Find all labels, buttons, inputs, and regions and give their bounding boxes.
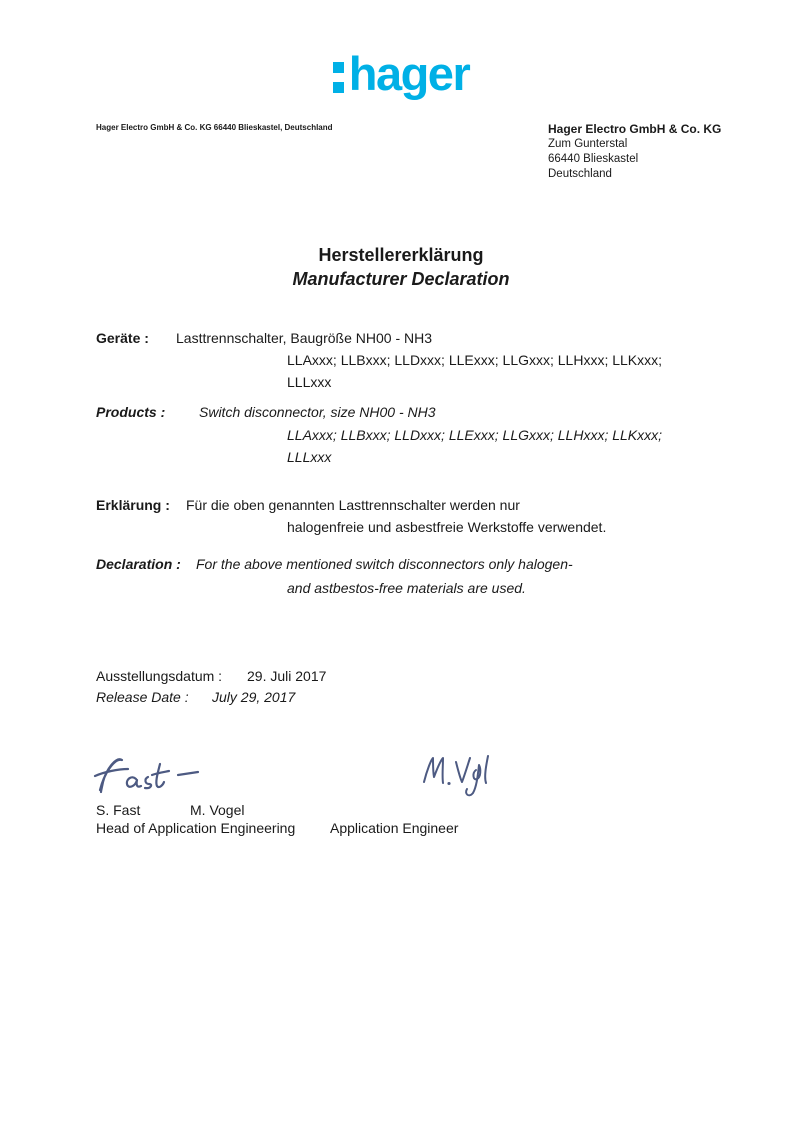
declaration-text-en-2: and astbestos-free materials are used.: [287, 580, 526, 596]
title-english: Manufacturer Declaration: [292, 269, 510, 289]
sender-line: Hager Electro GmbH & Co. KG 66440 Blieskastel, Deutschland: [96, 123, 333, 132]
address-street: Zum Gunterstal: [548, 138, 628, 150]
devices-models-de-2: LLLxxx: [287, 374, 332, 390]
signatory-name-2: M. Vogel: [190, 802, 245, 818]
signatory-title-1: Head of Application Engineering: [96, 820, 296, 836]
devices-value-de: Lasttrennschalter, Baugröße NH00 - NH3: [176, 330, 433, 346]
devices-value-en: Switch disconnector, size NH00 - NH3: [199, 404, 436, 420]
signature-m-vogel: [418, 748, 508, 806]
issue-date-label-en: Release Date :: [96, 689, 189, 705]
devices-models-de-1: LLAxxx; LLBxxx; LLDxxx; LLExxx; LLGxxx; LLHxxx; LLKxxx;: [287, 352, 663, 368]
devices-label-en: Products :: [96, 404, 166, 420]
address-city: 66440 Blieskastel: [548, 153, 639, 165]
signatory-title-2: Application Engineer: [330, 820, 459, 836]
declaration-text-de-2: halogenfreie und asbestfreie Werkstoffe verwendet.: [287, 519, 607, 535]
devices-label-de: Geräte :: [96, 330, 149, 346]
title-german: Herstellererklärung: [318, 245, 484, 265]
issue-date-label-de: Ausstellungsdatum :: [96, 668, 223, 684]
hager-logo: [0, 47, 802, 100]
declaration-text-de-1: Für die oben genannten Lasttrennschalter werden nur: [186, 497, 520, 513]
issue-date-value-de: 29. Juli 2017: [247, 668, 327, 684]
logo-colon-icon: [333, 62, 344, 93]
declaration-label-de: Erklärung :: [96, 497, 170, 513]
devices-models-en-1: LLAxxx; LLBxxx; LLDxxx; LLExxx; LLGxxx; LLHxxx; LLKxxx;: [287, 427, 663, 443]
declaration-label-en: Declaration :: [96, 556, 181, 572]
address-company: Hager Electro GmbH & Co. KG: [548, 122, 722, 136]
issue-date-value-en: July 29, 2017: [212, 689, 296, 705]
declaration-text-en-1: For the above mentioned switch disconnectors only halogen-: [196, 556, 573, 572]
devices-models-en-2: LLLxxx: [287, 449, 332, 465]
signatory-name-1: S. Fast: [96, 802, 141, 818]
signature-s-fast: [92, 752, 212, 802]
address-country: Deutschland: [548, 168, 612, 180]
logo-wordmark: hager: [348, 47, 470, 100]
